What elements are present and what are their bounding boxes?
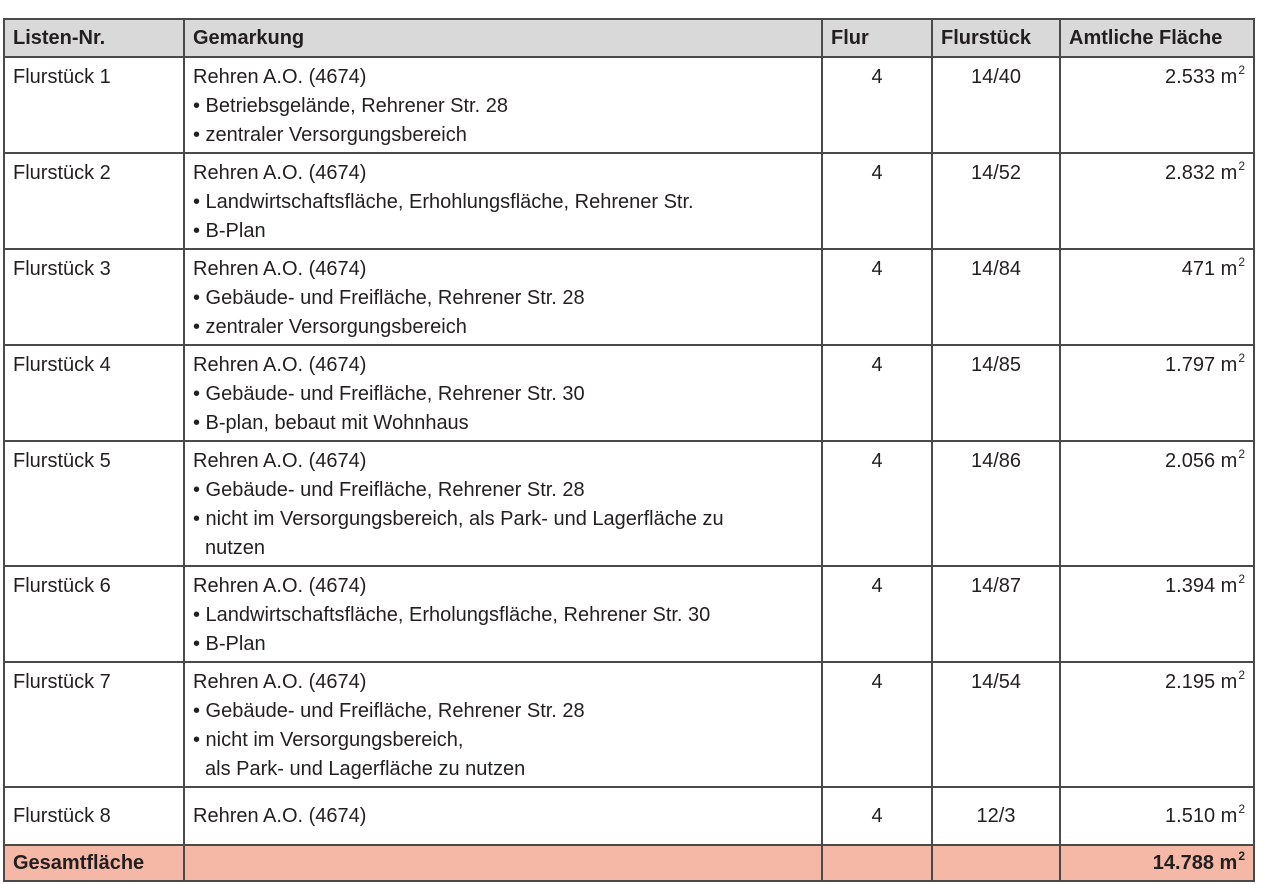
bullet-item: • Landwirtschaftsfläche, Erhohlungsfläche, Rehrener Str. [193, 191, 694, 213]
cell-flurstueck: 14/85 [932, 345, 1060, 441]
gemarkung-name: Rehren A.O. (4674) [193, 450, 367, 472]
cell-listen-nr: Flurstück 5 [4, 441, 184, 566]
total-empty-cell [932, 845, 1060, 881]
cell-flur: 4 [822, 249, 932, 345]
cell-gemarkung [184, 153, 822, 249]
cell-flur: 4 [822, 345, 932, 441]
cell-gemarkung [184, 57, 822, 153]
total-row [4, 845, 1254, 881]
cell-flaeche [1060, 249, 1254, 345]
area-exponent: 2 [1238, 159, 1245, 173]
area-exponent: 2 [1238, 447, 1245, 461]
cell-flurstueck: 14/40 [932, 57, 1060, 153]
table-row [4, 662, 1254, 787]
cell-gemarkung [184, 566, 822, 662]
total-empty-cell [184, 845, 822, 881]
parcel-table [3, 18, 1255, 882]
header-listen-nr: Listen-Nr. [4, 19, 184, 57]
table-row [4, 566, 1254, 662]
cell-gemarkung [184, 249, 822, 345]
total-empty-cell [822, 845, 932, 881]
cell-flaeche [1060, 441, 1254, 566]
cell-flur: 4 [822, 153, 932, 249]
area-exponent: 2 [1238, 255, 1245, 269]
area-value: 471 m [1181, 258, 1238, 280]
area-exponent: 2 [1238, 572, 1245, 586]
area-exponent: 2 [1238, 63, 1245, 77]
table-row [4, 249, 1254, 345]
gemarkung-name: Rehren A.O. (4674) [193, 162, 367, 184]
cell-gemarkung [184, 441, 822, 566]
area-value: 2.533 m [1165, 66, 1238, 88]
bullet-item: • zentraler Versorgungsbereich [193, 316, 467, 338]
area-value: 1.394 m [1165, 575, 1238, 597]
header-row [4, 19, 1254, 57]
cell-flur: 4 [822, 441, 932, 566]
gemarkung-name: Rehren A.O. (4674) [193, 671, 367, 693]
cell-listen-nr: Flurstück 1 [4, 57, 184, 153]
cell-flurstueck: 14/86 [932, 441, 1060, 566]
cell-flaeche [1060, 787, 1254, 845]
cell-flurstueck: 14/87 [932, 566, 1060, 662]
cell-flurstueck: 14/84 [932, 249, 1060, 345]
area-value: 1.510 m [1165, 804, 1238, 827]
bullet-continuation: als Park- und Lagerfläche zu nutzen [205, 758, 526, 780]
cell-flur: 4 [822, 57, 932, 153]
area-value: 2.832 m [1165, 162, 1238, 184]
header-flurstueck: Flurstück [932, 19, 1060, 57]
cell-listen-nr: Flurstück 3 [4, 249, 184, 345]
bullet-item: • B-Plan [193, 633, 266, 655]
bullet-item: • Betriebsgelände, Rehrener Str. 28 [193, 95, 508, 117]
cell-flur: 4 [822, 787, 932, 845]
bullet-item: • Gebäude- und Freifläche, Rehrener Str. 28 [193, 700, 585, 722]
area-value: 2.056 m [1165, 450, 1238, 472]
cell-gemarkung [184, 787, 822, 845]
area-value: 1.797 m [1165, 354, 1238, 376]
cell-flaeche [1060, 57, 1254, 153]
bullet-item: • B-plan, bebaut mit Wohnhaus [193, 412, 469, 434]
total-value: 14.788 m [1152, 851, 1238, 874]
gemarkung-name: Rehren A.O. (4674) [193, 575, 367, 597]
header-gemarkung: Gemarkung [184, 19, 822, 57]
table-row [4, 441, 1254, 566]
cell-gemarkung [184, 345, 822, 441]
gemarkung-name: Rehren A.O. (4674) [193, 354, 367, 376]
table-row [4, 153, 1254, 249]
area-exponent: 2 [1238, 351, 1245, 365]
cell-gemarkung [184, 662, 822, 787]
bullet-item: • nicht im Versorgungsbereich, [193, 729, 464, 751]
cell-flurstueck: 12/3 [932, 787, 1060, 845]
cell-listen-nr: Flurstück 8 [4, 787, 184, 845]
bullet-item: • nicht im Versorgungsbereich, als Park- und Lagerfläche zu [193, 508, 724, 530]
area-exponent: 2 [1238, 668, 1245, 682]
cell-listen-nr: Flurstück 4 [4, 345, 184, 441]
cell-listen-nr: Flurstück 7 [4, 662, 184, 787]
table-row [4, 345, 1254, 441]
area-exponent: 2 [1238, 801, 1245, 816]
bullet-item: • B-Plan [193, 220, 266, 242]
bullet-item: • Gebäude- und Freifläche, Rehrener Str. 30 [193, 383, 585, 405]
gemarkung-name: Rehren A.O. (4674) [193, 66, 367, 88]
bullet-item: • Gebäude- und Freifläche, Rehrener Str. 28 [193, 479, 585, 501]
cell-listen-nr: Flurstück 6 [4, 566, 184, 662]
cell-flaeche [1060, 345, 1254, 441]
cell-flurstueck: 14/54 [932, 662, 1060, 787]
cell-flurstueck: 14/52 [932, 153, 1060, 249]
gemarkung-name: Rehren A.O. (4674) [193, 258, 367, 280]
bullet-continuation: nutzen [205, 537, 266, 559]
area-value: 2.195 m [1165, 671, 1238, 693]
bullet-item: • Landwirtschaftsfläche, Erholungsfläche, Rehrener Str. 30 [193, 604, 711, 626]
gemarkung-name: Rehren A.O. (4674) [193, 804, 367, 827]
bullet-item: • Gebäude- und Freifläche, Rehrener Str. 28 [193, 287, 585, 309]
cell-flur: 4 [822, 566, 932, 662]
cell-flur: 4 [822, 662, 932, 787]
cell-flaeche [1060, 566, 1254, 662]
table-row [4, 787, 1254, 845]
header-amtliche-flaeche: Amtliche Fläche [1060, 19, 1254, 57]
cell-listen-nr: Flurstück 2 [4, 153, 184, 249]
header-flur: Flur [822, 19, 932, 57]
total-exponent: 2 [1238, 848, 1245, 863]
cell-flaeche [1060, 662, 1254, 787]
total-label: Gesamtfläche [4, 845, 184, 881]
total-value-cell [1060, 845, 1254, 881]
cell-flaeche [1060, 153, 1254, 249]
bullet-item: • zentraler Versorgungsbereich [193, 124, 467, 146]
table-row [4, 57, 1254, 153]
